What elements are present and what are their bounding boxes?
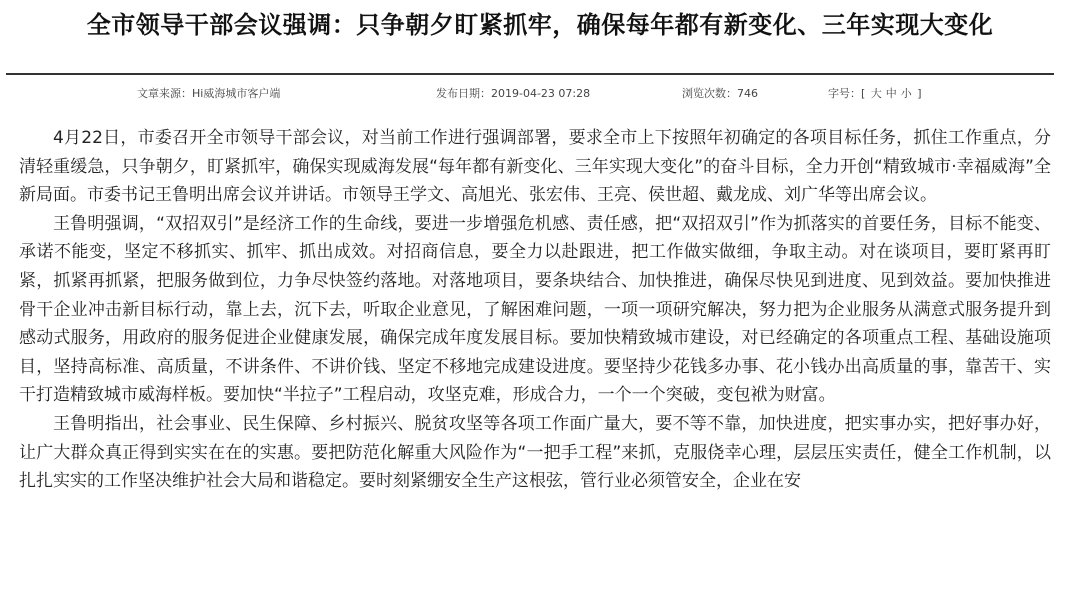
meta-source [137, 86, 280, 102]
bracket-open: [ [861, 87, 866, 100]
font-size-medium-link[interactable]: 中 [885, 87, 897, 100]
meta-date [436, 86, 590, 102]
meta-source-value: Hi威海城市客户端 [192, 87, 281, 100]
meta-views-value: 746 [737, 87, 758, 100]
article-paragraph: 王鲁明指出，社会事业、民生保障、乡村振兴、脱贫攻坚等各项工作面广量大，要不等不靠，加快进度，把实事办实，把好事办好，让广大群众真正得到实实在在的实惠。要把防范化解重大风险作为“一把手工程”来抓，克服侥幸心理，层层压实责任，健全工作机制，以扎扎实实的工作坚决维护社会大局和谐稳定。要时刻紧绷安全生产这根弦，管行业必须管安全，企业在安 [19, 413, 1051, 492]
meta-date-value: 2019-04-23 07:28 [491, 87, 591, 100]
title-divider [6, 73, 1054, 75]
font-size-large-link[interactable]: 大 [870, 87, 882, 100]
article-body [19, 124, 1051, 496]
meta-font-size-label: 字号： [828, 87, 861, 100]
meta-views [682, 86, 758, 102]
meta-source-label: 文章来源： [137, 87, 192, 100]
article-paragraph: 4月22日，市委召开全市领导干部会议，对当前工作进行强调部署，要求全市上下按照年初确定的各项目标任务，抓住工作重点，分清轻重缓急，只争朝夕，盯紧抓牢，确保实现威海发展“每年都有新变化、三年实现大变化”的奋斗目标，全力开创“精致城市·幸福威海”全新局面。市委书记王鲁明出席会议并讲话。市领导王学文、高旭光、张宏伟、王亮、侯世超、戴龙成、刘广华等出席会议。 [19, 128, 1051, 206]
article-meta [0, 86, 1080, 102]
meta-views-label: 浏览次数： [682, 87, 737, 100]
meta-font-size [828, 86, 922, 102]
article-title: 全市领导干部会议强调：只争朝夕盯紧抓牢，确保每年都有新变化、三年实现大变化 [86, 11, 994, 39]
bracket-close: ] [917, 87, 922, 100]
font-size-small-link[interactable]: 小 [900, 87, 912, 100]
meta-date-label: 发布日期： [436, 87, 491, 100]
article-paragraph: 王鲁明强调，“双招双引”是经济工作的生命线，要进一步增强危机感、责任感，把“双招双引”作为抓落实的首要任务，目标不能变、承诺不能变，坚定不移抓实、抓牢、抓出成效。对招商信息，要全力以赴跟进，把工作做实做细，争取主动。对在谈项目，要盯紧再盯紧，抓紧再抓紧，把服务做到位，力争尽快签约落地。对落地项目，要条块结合、加快推进，确保尽快见到进度、见到效益。要加快推进骨干企业冲击新目标行动，靠上去，沉下去，听取企业意见，了解困难问题，一项一项研究解决，努力把为企业服务从满意式服务提升到感动式服务，用政府的服务促进企业健康发展，确保完成年度发展目标。要加快精致城市建设，对已经确定的各项重点工程、基础设施项目，坚持高标准、高质量，不讲条件、不讲价钱、坚定不移地完成建设进度。要坚持少花钱多办事、花小钱办出高质量的事，靠苦干、实干打造精致城市威海样板。要加快“半拉子”工程启动，攻坚克难，形成合力，一个一个突破，变包袱为财富。 [19, 213, 1051, 406]
